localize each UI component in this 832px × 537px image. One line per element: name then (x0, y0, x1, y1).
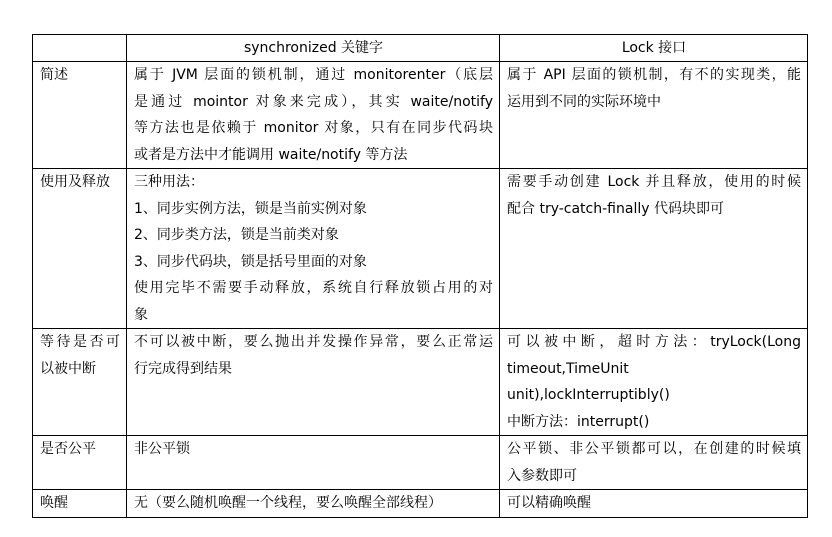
sync-cell (127, 169, 500, 329)
lock-cell (500, 490, 808, 518)
row-label-line: 简述 (40, 67, 68, 83)
sync-line: 三种用法： (134, 174, 204, 190)
lock-line: timeout,TimeUnit (507, 360, 629, 377)
header-lock: Lock 接口 (500, 35, 808, 62)
lock-cell (500, 62, 808, 169)
lock-line: 可以精确唤醒 (507, 495, 591, 511)
row-label-line: 以被中断 (40, 360, 96, 377)
lock-line: 中断方法：interrupt() (507, 413, 650, 430)
lock-cell (500, 436, 808, 490)
row-label-line: 等待是否可 (40, 334, 120, 350)
sync-line: 等方法也是依赖于 monitor 对象，只有在同步代码块 (134, 120, 493, 136)
lock-line: unit),lockInterruptibly() (507, 387, 670, 403)
lock-line: 公平锁、非公平锁都可以，在创建的时候填 (507, 441, 801, 457)
sync-line: 使用完毕不需要手动释放，系统自行释放锁占用的对 (134, 280, 493, 296)
sync-line: 2、同步类方法，锁是当前类对象 (134, 227, 339, 243)
lock-line: 属于 API 层面的锁机制，有不的实现类，能 (507, 67, 801, 83)
lock-cell (500, 169, 808, 329)
row-label-cell (33, 329, 127, 436)
sync-cell (127, 329, 500, 436)
lock-line: 需要手动创建 Lock 并且释放，使用的时候 (507, 174, 801, 190)
row-label-cell (33, 436, 127, 490)
lock-line: 配合 try-catch-finally 代码块即可 (507, 200, 724, 217)
row-overview (33, 62, 808, 169)
sync-line: 非公平锁 (134, 441, 190, 457)
row-interruptible (33, 329, 808, 436)
sync-line: 无（要么随机唤醒一个线程，要么唤醒全部线程） (134, 495, 442, 511)
sync-line: 或者是方法中才能调用 waite/notify 等方法 (134, 146, 408, 163)
row-label-cell (33, 490, 127, 518)
row-label-cell (33, 62, 127, 169)
sync-line: 1、同步实例方法，锁是当前实例对象 (134, 200, 367, 217)
lock-line: 可以被中断，超时方法：tryLock(Long (507, 334, 801, 350)
header-row (33, 35, 808, 62)
row-fairness (33, 436, 808, 490)
header-synchronized: synchronized 关键字 (127, 35, 500, 62)
row-usage-release (33, 169, 808, 329)
sync-line: 属于 JVM 层面的锁机制，通过 monitorenter（底层 (134, 67, 493, 83)
row-label-cell (33, 169, 127, 329)
sync-line: 是通过 mointor 对象来完成），其实 waite/notify (134, 93, 493, 110)
lock-line: 运用到不同的实际环境中 (507, 93, 661, 110)
sync-line: 不可以被中断，要么抛出并发操作异常，要么正常运 (134, 334, 493, 350)
sync-cell (127, 436, 500, 490)
comparison-table (32, 34, 808, 518)
sync-line: 行完成得到结果 (134, 360, 232, 377)
row-label-line: 唤醒 (40, 495, 68, 511)
sync-cell (127, 490, 500, 518)
sync-line: 3、同步代码块，锁是括号里面的对象 (134, 253, 367, 270)
lock-line: 入参数即可 (507, 467, 577, 484)
row-label-line: 是否公平 (40, 441, 96, 457)
sync-cell (127, 62, 500, 169)
lock-cell (500, 329, 808, 436)
row-label-line: 使用及释放 (40, 174, 110, 190)
sync-line: 象 (134, 306, 148, 323)
row-wakeup (33, 490, 808, 518)
header-corner-cell (33, 35, 127, 62)
